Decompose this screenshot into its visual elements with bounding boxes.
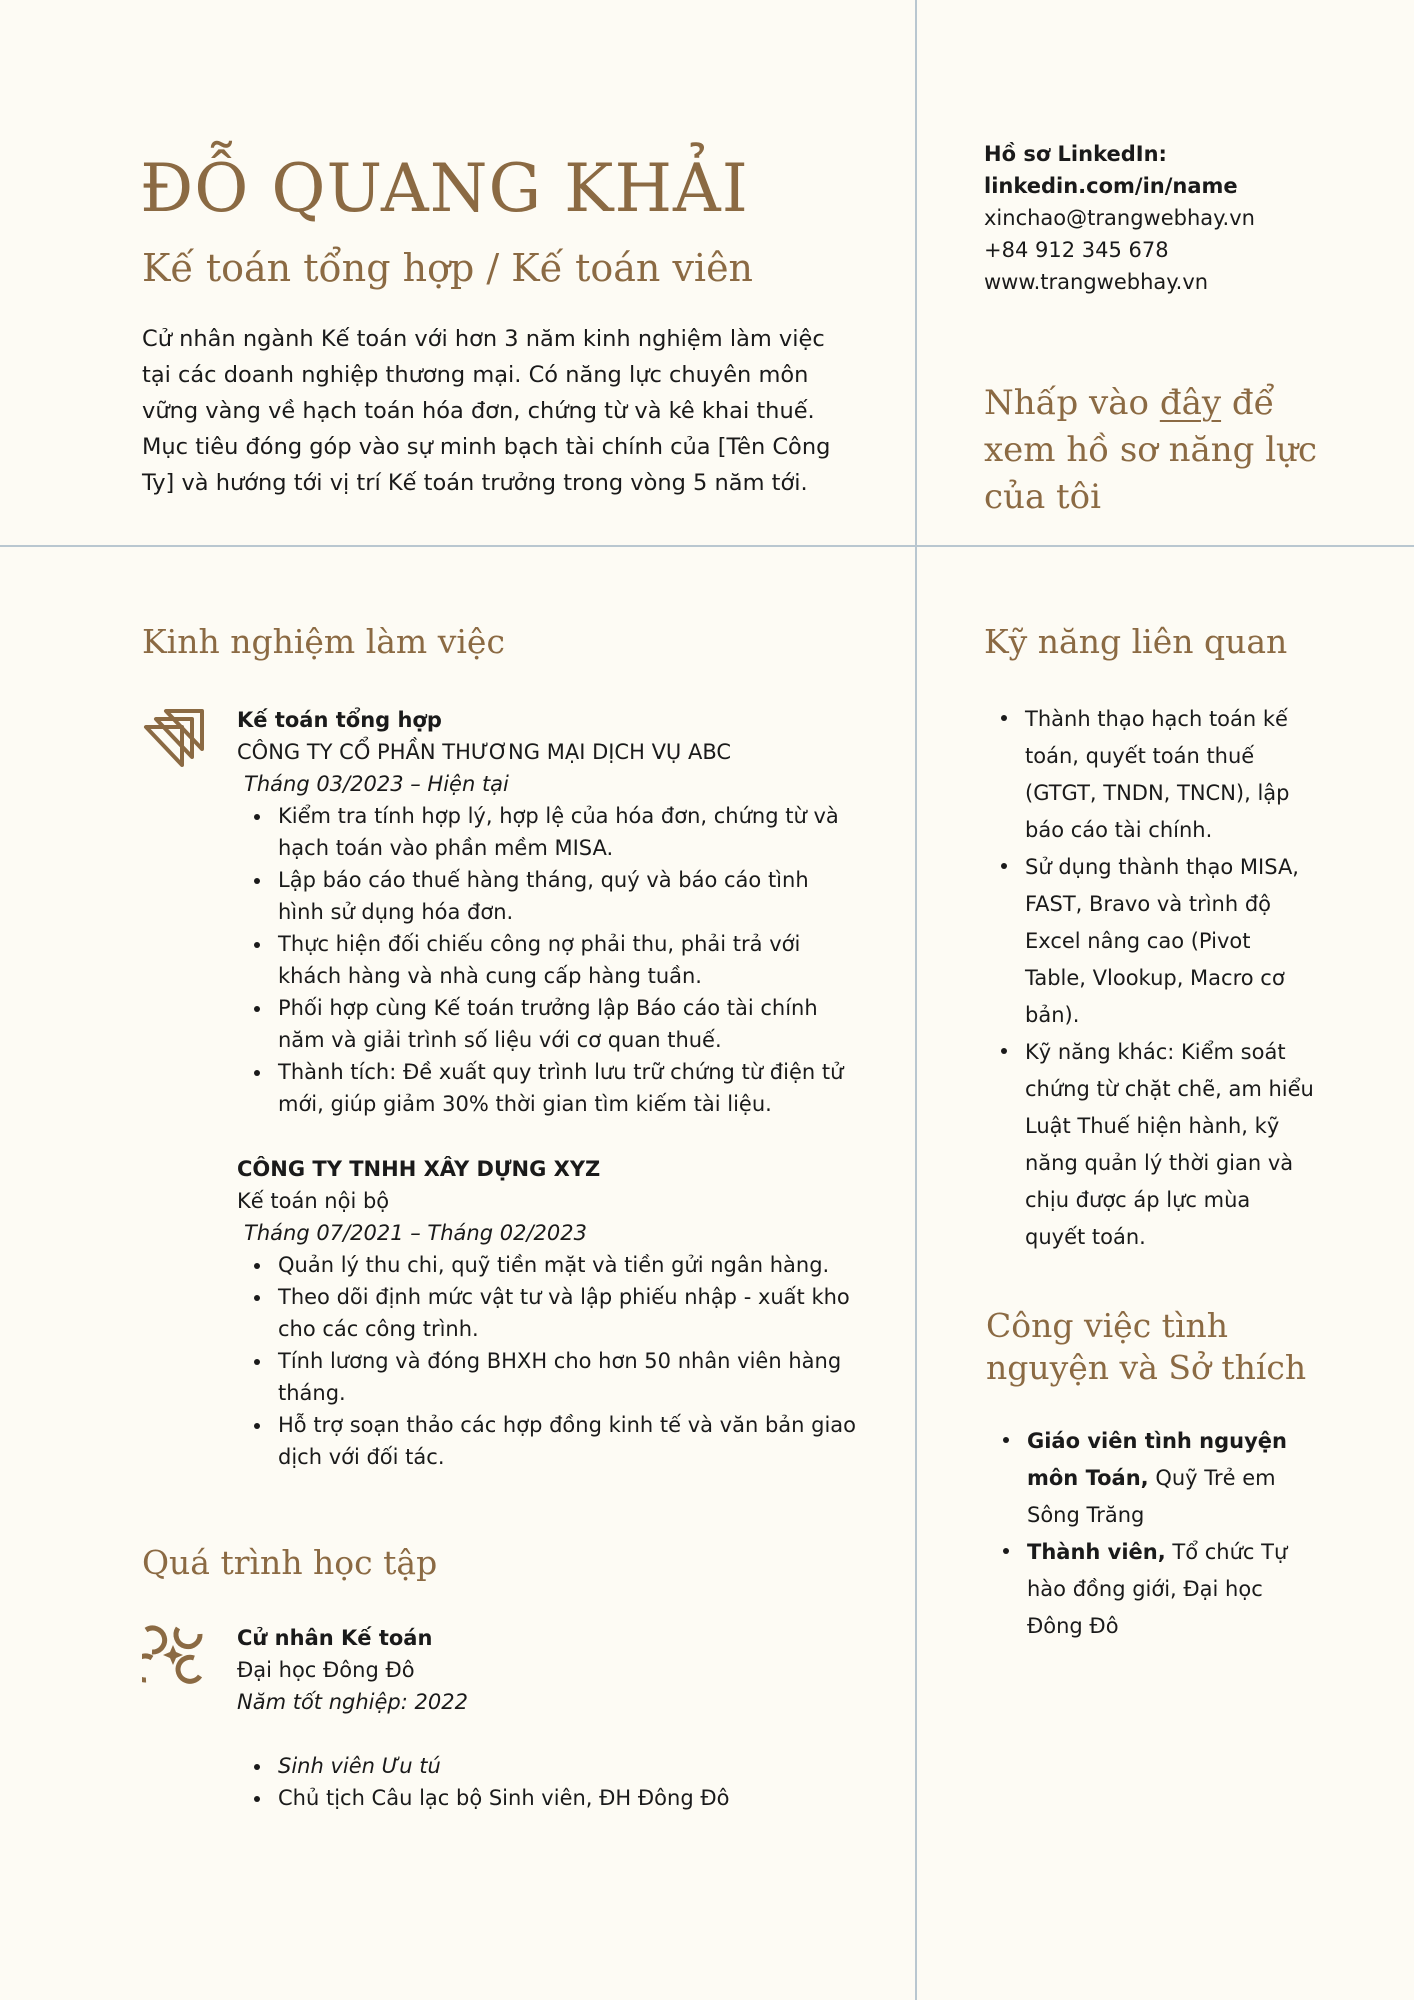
education-entry	[237, 1622, 857, 1814]
skills-heading: Kỹ năng liên quan	[984, 622, 1288, 661]
skills-list	[984, 701, 1314, 1256]
volunteer-org: Tổ chức Tự hào đồng giới, Đại học Đông Đô	[1027, 1540, 1288, 1638]
list-item: Theo dõi định mức vật tư và lập phiếu nhập - xuất kho cho các công trình.	[237, 1281, 857, 1345]
list-item: Chủ tịch Câu lạc bộ Sinh viên, ĐH Đông Đô	[237, 1782, 857, 1814]
list-item: Thành thạo hạch toán kế toán, quyết toán thuế (GTGT, TNDN, TNCN), lập báo cáo tài chính.	[984, 701, 1314, 849]
list-item: Lập báo cáo thuế hàng tháng, quý và báo cáo tình hình sử dụng hóa đơn.	[237, 864, 857, 928]
ornament-icon	[142, 1624, 204, 1686]
job-title: Kế toán nội bộ	[237, 1189, 390, 1213]
list-item: Sinh viên Ưu tú	[237, 1750, 857, 1782]
experience-heading: Kinh nghiệm làm việc	[142, 622, 505, 661]
company: CÔNG TY TNHH XÂY DỰNG XYZ	[237, 1157, 601, 1181]
job-title: Kế toán tổng hợp / Kế toán viên	[142, 246, 754, 290]
contact-info	[984, 138, 1255, 298]
list-item	[986, 1534, 1306, 1645]
job-dates: Tháng 07/2021 – Tháng 02/2023	[244, 1221, 587, 1245]
portfolio-link-text	[984, 380, 1324, 521]
email[interactable]: xinchao@trangwebhay.vn	[984, 206, 1255, 230]
linkedin-link[interactable]: linkedin.com/in/name	[984, 174, 1238, 198]
list-item: Tính lương và đóng BHXH cho hơn 50 nhân viên hàng tháng.	[237, 1345, 857, 1409]
linkedin-label: Hồ sơ LinkedIn:	[984, 142, 1167, 166]
list-item: Quản lý thu chi, quỹ tiền mặt và tiền gửi ngân hàng.	[237, 1249, 857, 1281]
list-item: Hỗ trợ soạn thảo các hợp đồng kinh tế và văn bản giao dịch với đối tác.	[237, 1409, 857, 1473]
list-item: Phối hợp cùng Kế toán trưởng lập Báo cáo tài chính năm và giải trình số liệu với cơ quan thuế.	[237, 992, 857, 1056]
volunteer-org: Quỹ Trẻ em Sông Trăng	[1027, 1466, 1276, 1527]
education-heading: Quá trình học tập	[142, 1543, 438, 1582]
website[interactable]: www.trangwebhay.vn	[984, 270, 1209, 294]
list-item: Thành tích: Đề xuất quy trình lưu trữ chứng từ điện tử mới, giúp giảm 30% thời gian tìm kiếm tài liệu.	[237, 1056, 857, 1120]
job-title: Kế toán tổng hợp	[237, 708, 442, 732]
list-item: Kỹ năng khác: Kiểm soát chứng từ chặt chẽ, am hiểu Luật Thuế hiện hành, kỹ năng quản lý thời gian và chịu được áp lực mùa quyết toán.	[984, 1034, 1314, 1256]
graduation-year: Năm tốt nghiệp: 2022	[237, 1690, 468, 1714]
volunteer-list	[986, 1423, 1306, 1645]
vertical-divider	[915, 0, 917, 2000]
degree: Cử nhân Kế toán	[237, 1626, 433, 1650]
volunteer-heading: Công việc tình nguyện và Sở thích	[986, 1306, 1307, 1387]
summary: Cử nhân ngành Kế toán với hơn 3 năm kinh nghiệm làm việc tại các doanh nghiệp thương mại. Có năng lực chuyên môn vững vàng về hạch toán hóa đơn, chứng từ và kê khai thuế. Mục tiêu đóng góp vào sự minh bạch tài chính của [Tên Công Ty] và hướng tới vị trí Kế toán trưởng trong vòng 5 năm tới.	[142, 326, 831, 496]
volunteer-role: Thành viên,	[1027, 1540, 1166, 1564]
phone: +84 912 345 678	[984, 238, 1169, 262]
list-item: Kiểm tra tính hợp lý, hợp lệ của hóa đơn, chứng từ và hạch toán vào phần mềm MISA.	[237, 800, 857, 864]
volunteer-role: Giáo viên tình nguyện môn Toán,	[1027, 1429, 1287, 1490]
list-item	[986, 1423, 1306, 1534]
job-entry	[237, 1153, 857, 1473]
horizontal-divider	[0, 545, 1414, 547]
job-entry	[237, 704, 857, 1120]
list-item: Sử dụng thành thạo MISA, FAST, Bravo và trình độ Excel nâng cao (Pivot Table, Vlookup, Macro cơ bản).	[984, 849, 1314, 1034]
link-suffix: để xem hồ sơ năng lực của tôi	[984, 383, 1318, 517]
portfolio-link[interactable]: đây	[1159, 383, 1222, 423]
candidate-name: ĐỖ QUANG KHẢI	[140, 150, 749, 227]
list-item: Thực hiện đối chiếu công nợ phải thu, phải trả với khách hàng và nhà cung cấp hàng tuần.	[237, 928, 857, 992]
stacked-triangles-icon	[142, 705, 204, 767]
link-prefix: Nhấp vào	[984, 383, 1160, 423]
school: Đại học Đông Đô	[237, 1658, 415, 1682]
company: CÔNG TY CỔ PHẦN THƯƠNG MẠI DỊCH VỤ ABC	[237, 740, 732, 764]
job-dates: Tháng 03/2023 – Hiện tại	[244, 772, 509, 796]
